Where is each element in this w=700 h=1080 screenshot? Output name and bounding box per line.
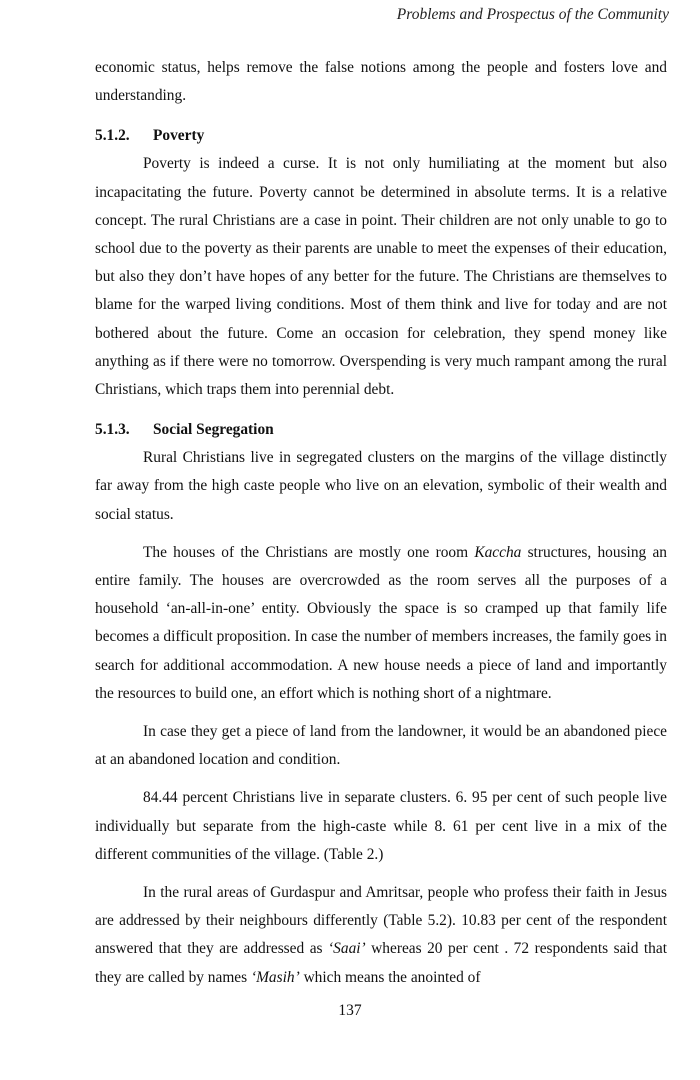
running-header: Problems and Prospectus of the Community xyxy=(396,6,669,23)
segregation-paragraph-houses xyxy=(95,539,667,708)
italic-term-kaccha: Kaccha xyxy=(474,543,522,561)
section-number: 5.1.2. xyxy=(95,127,130,145)
page-content xyxy=(95,54,667,992)
italic-term-masih: ‘Masih’ xyxy=(250,968,300,986)
text-run: In the rural areas of Gurdaspur and Amritsar, people who profess their faith in Jesus are addressed by their neighbours differently (Table 5.2). 10.83 per cent of the respondent answered that they are addressed as xyxy=(95,884,667,958)
poverty-paragraph: Poverty is indeed a curse. It is not only humiliating at the moment but also incapacitating the future. Poverty cannot be determined in absolute terms. It is a relative concept. The rural Christians are a case in point. Their children are not only unable to go to school due to the poverty as their parents are unable to meet the expenses of their education, but also they don’t have hopes of any better for the future. The Christians are themselves to blame for the warped living conditions. Most of them think and live for today and are not bothered about the future. Come an occasion for celebration, they spend money like anything as if there were no tomorrow. Overspending is very much rampant among the rural Christians, which traps them into perennial debt. xyxy=(95,155,667,399)
segregation-paragraph-statistics: 84.44 percent Christians live in separate clusters. 6. 95 per cent of such people live individually but separate from the high-caste while 8. 61 per cent live in a mix of the different communities of the village. (Table 2.) xyxy=(95,789,667,863)
segregation-paragraph-naming xyxy=(95,879,667,992)
text-run: which means the anointed of xyxy=(299,968,481,986)
section-number: 5.1.3. xyxy=(95,421,130,439)
page-number: 137 xyxy=(338,1002,362,1019)
text-run: whereas 20 per cent . 72 respondents said that they are called by names xyxy=(95,940,667,986)
text-run: structures, housing an entire family. The houses are overcrowded as the room serves all the purposes of a household ‘an-all-in-one’ entity. Obviously the space is so cramped up that family life becomes a difficult proposition. In case the number of members increases, the family goes in search for additional accommodation. A new house needs a piece of land and importantly the resources to build one, an effort which is nothing short of a nightmare. xyxy=(95,543,667,702)
section-heading-social-segregation xyxy=(95,416,667,444)
intro-continuation-paragraph: economic status, helps remove the false notions among the people and fosters love and understanding. xyxy=(95,59,667,105)
section-title: Social Segregation xyxy=(153,421,274,439)
text-run: The houses of the Christians are mostly one room xyxy=(143,543,475,561)
segregation-paragraph-1: Rural Christians live in segregated clusters on the margins of the village distinctly far away from the high caste people who live on an elevation, symbolic of their wealth and social status. xyxy=(95,449,667,523)
italic-term-saai: ‘Saai’ xyxy=(328,940,366,958)
section-title: Poverty xyxy=(153,127,205,145)
segregation-paragraph-land: In case they get a piece of land from the landowner, it would be an abandoned piece at an abandoned location and condition. xyxy=(95,723,667,769)
section-heading-poverty xyxy=(95,122,667,150)
